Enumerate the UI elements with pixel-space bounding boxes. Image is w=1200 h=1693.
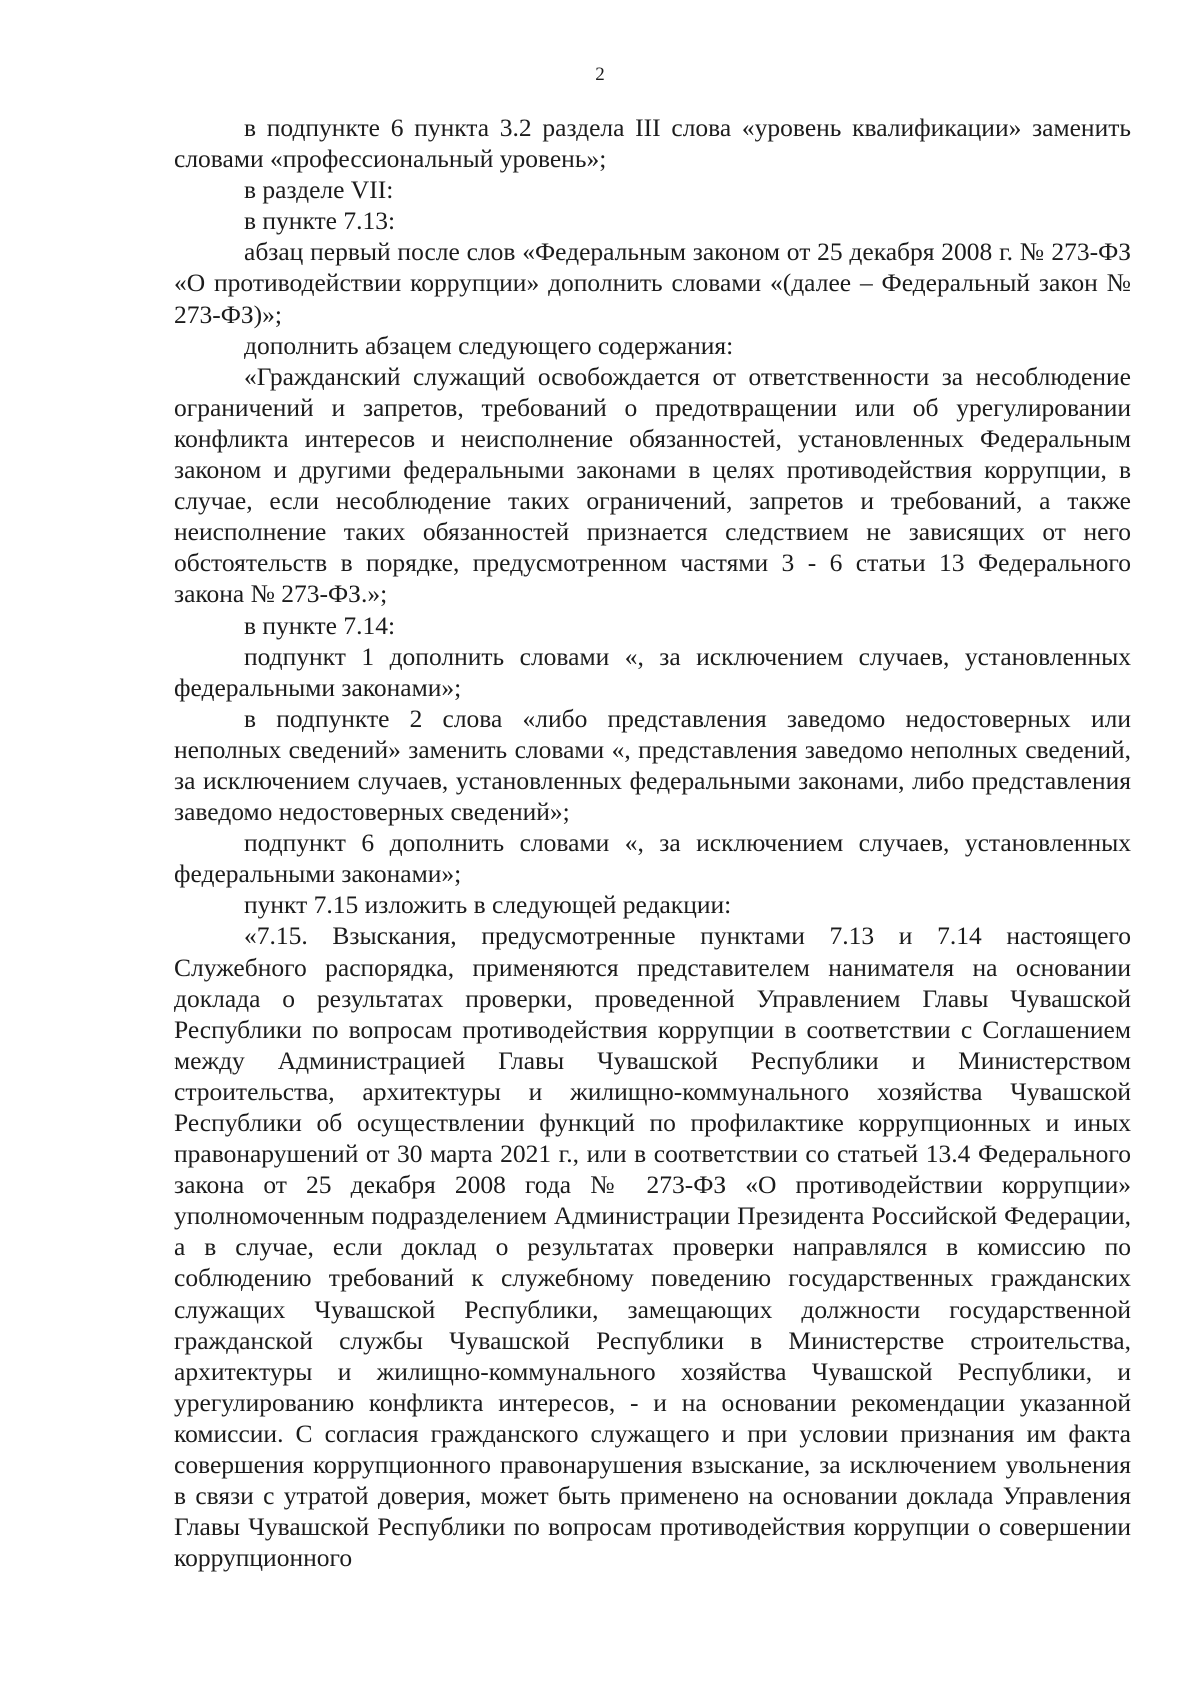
paragraph-point-7-13: в пункте 7.13: <box>244 206 396 236</box>
document-body <box>174 112 1131 1573</box>
paragraph-section-7: в разделе VII: <box>244 175 394 205</box>
paragraph-point-7-15-intro: пункт 7.15 изложить в следующей редакции: <box>244 890 732 920</box>
paragraph-point-7-14: в пункте 7.14: <box>244 610 396 640</box>
paragraph-civil-servant-exemption: «Гражданский служащий освобождается от ответственности за несоблюдение ограничений и запретов, требований о предотвращении или об урегулировании конфликта интересов и неисполнение обязанностей, установленных Федеральным законом и другими федеральными законами в целях противодействия коррупции, в случае, если несоблюдение таких ограничений, запретов и требований, а также неисполнение таких обязанностей признается следствием не зависящих от него обстоятельств в порядке, предусмотренном частями 3 - 6 статьи 13 Федерального закона № 273-ФЗ.»; <box>174 361 1131 609</box>
paragraph-subpoint-1: подпункт 1 дополнить словами «, за исключением случаев, установленных федеральными законами»; <box>174 641 1131 702</box>
paragraph-add-abzac: дополнить абзацем следующего содержания: <box>244 330 734 360</box>
paragraph-subpoint-6: в подпункте 6 пункта 3.2 раздела III слова «уровень квалификации» заменить словами «профессиональный уровень»; <box>174 113 1131 174</box>
paragraph-point-7-15-text: «7.15. Взыскания, предусмотренные пунктами 7.13 и 7.14 настоящего Служебного распорядка, применяются представителем нанимателя на основании доклада о результатах проверки, проведенной Управлением Главы Чувашской Республики по вопросам противодействия коррупции в соответствии с Соглашением между Администрацией Главы Чувашской Республики и Министерством строительства, архитектуры и жилищно-коммунального хозяйства Чувашской Республики об осуществлении функций по профилактике коррупционных и иных правонарушений от 30 марта 2021 г., или в соответствии со статьей 13.4 Федерального закона от 25 декабря 2008 года № 273-ФЗ «О противодействии коррупции» уполномоченным подразделением Администрации Президента Российской Федерации, а в случае, если доклад о результатах проверки направлялся в комиссию по соблюдению требований к служебному поведению государственных гражданских служащих Чувашской Республики, замещающих должности государственной гражданской службы Чувашской Республики в Министерстве строительства, архитектуры и жилищно-коммунального хозяйства Чувашской Республики, и урегулированию конфликта интересов, - и на основании рекомендации указанной комиссии. С согласия гражданского служащего и при условии признания им факта совершения коррупционного правонарушения взыскание, за исключением увольнения в связи с утратой доверия, может быть применено на основании доклада Управления Главы Чувашской Республики по вопросам противодействия коррупции о совершении коррупционного <box>174 921 1131 1573</box>
paragraph-first-abzac: абзац первый после слов «Федеральным законом от 25 декабря 2008 г. № 273-ФЗ «О противодействии коррупции» дополнить словами «(далее – Федеральный закон № 273-ФЗ)»; <box>174 237 1131 329</box>
paragraph-subpoint-6-addition: подпункт 6 дополнить словами «, за исключением случаев, установленных федеральными законами»; <box>174 828 1131 889</box>
page-number: 2 <box>595 64 605 85</box>
paragraph-subpoint-2: в подпункте 2 слова «либо представления заведомо недостоверных или неполных сведений» заменить словами «, представления заведомо неполных сведений, за исключением случаев, установленных федеральными законами, либо представления заведомо недостоверных сведений»; <box>174 703 1131 827</box>
